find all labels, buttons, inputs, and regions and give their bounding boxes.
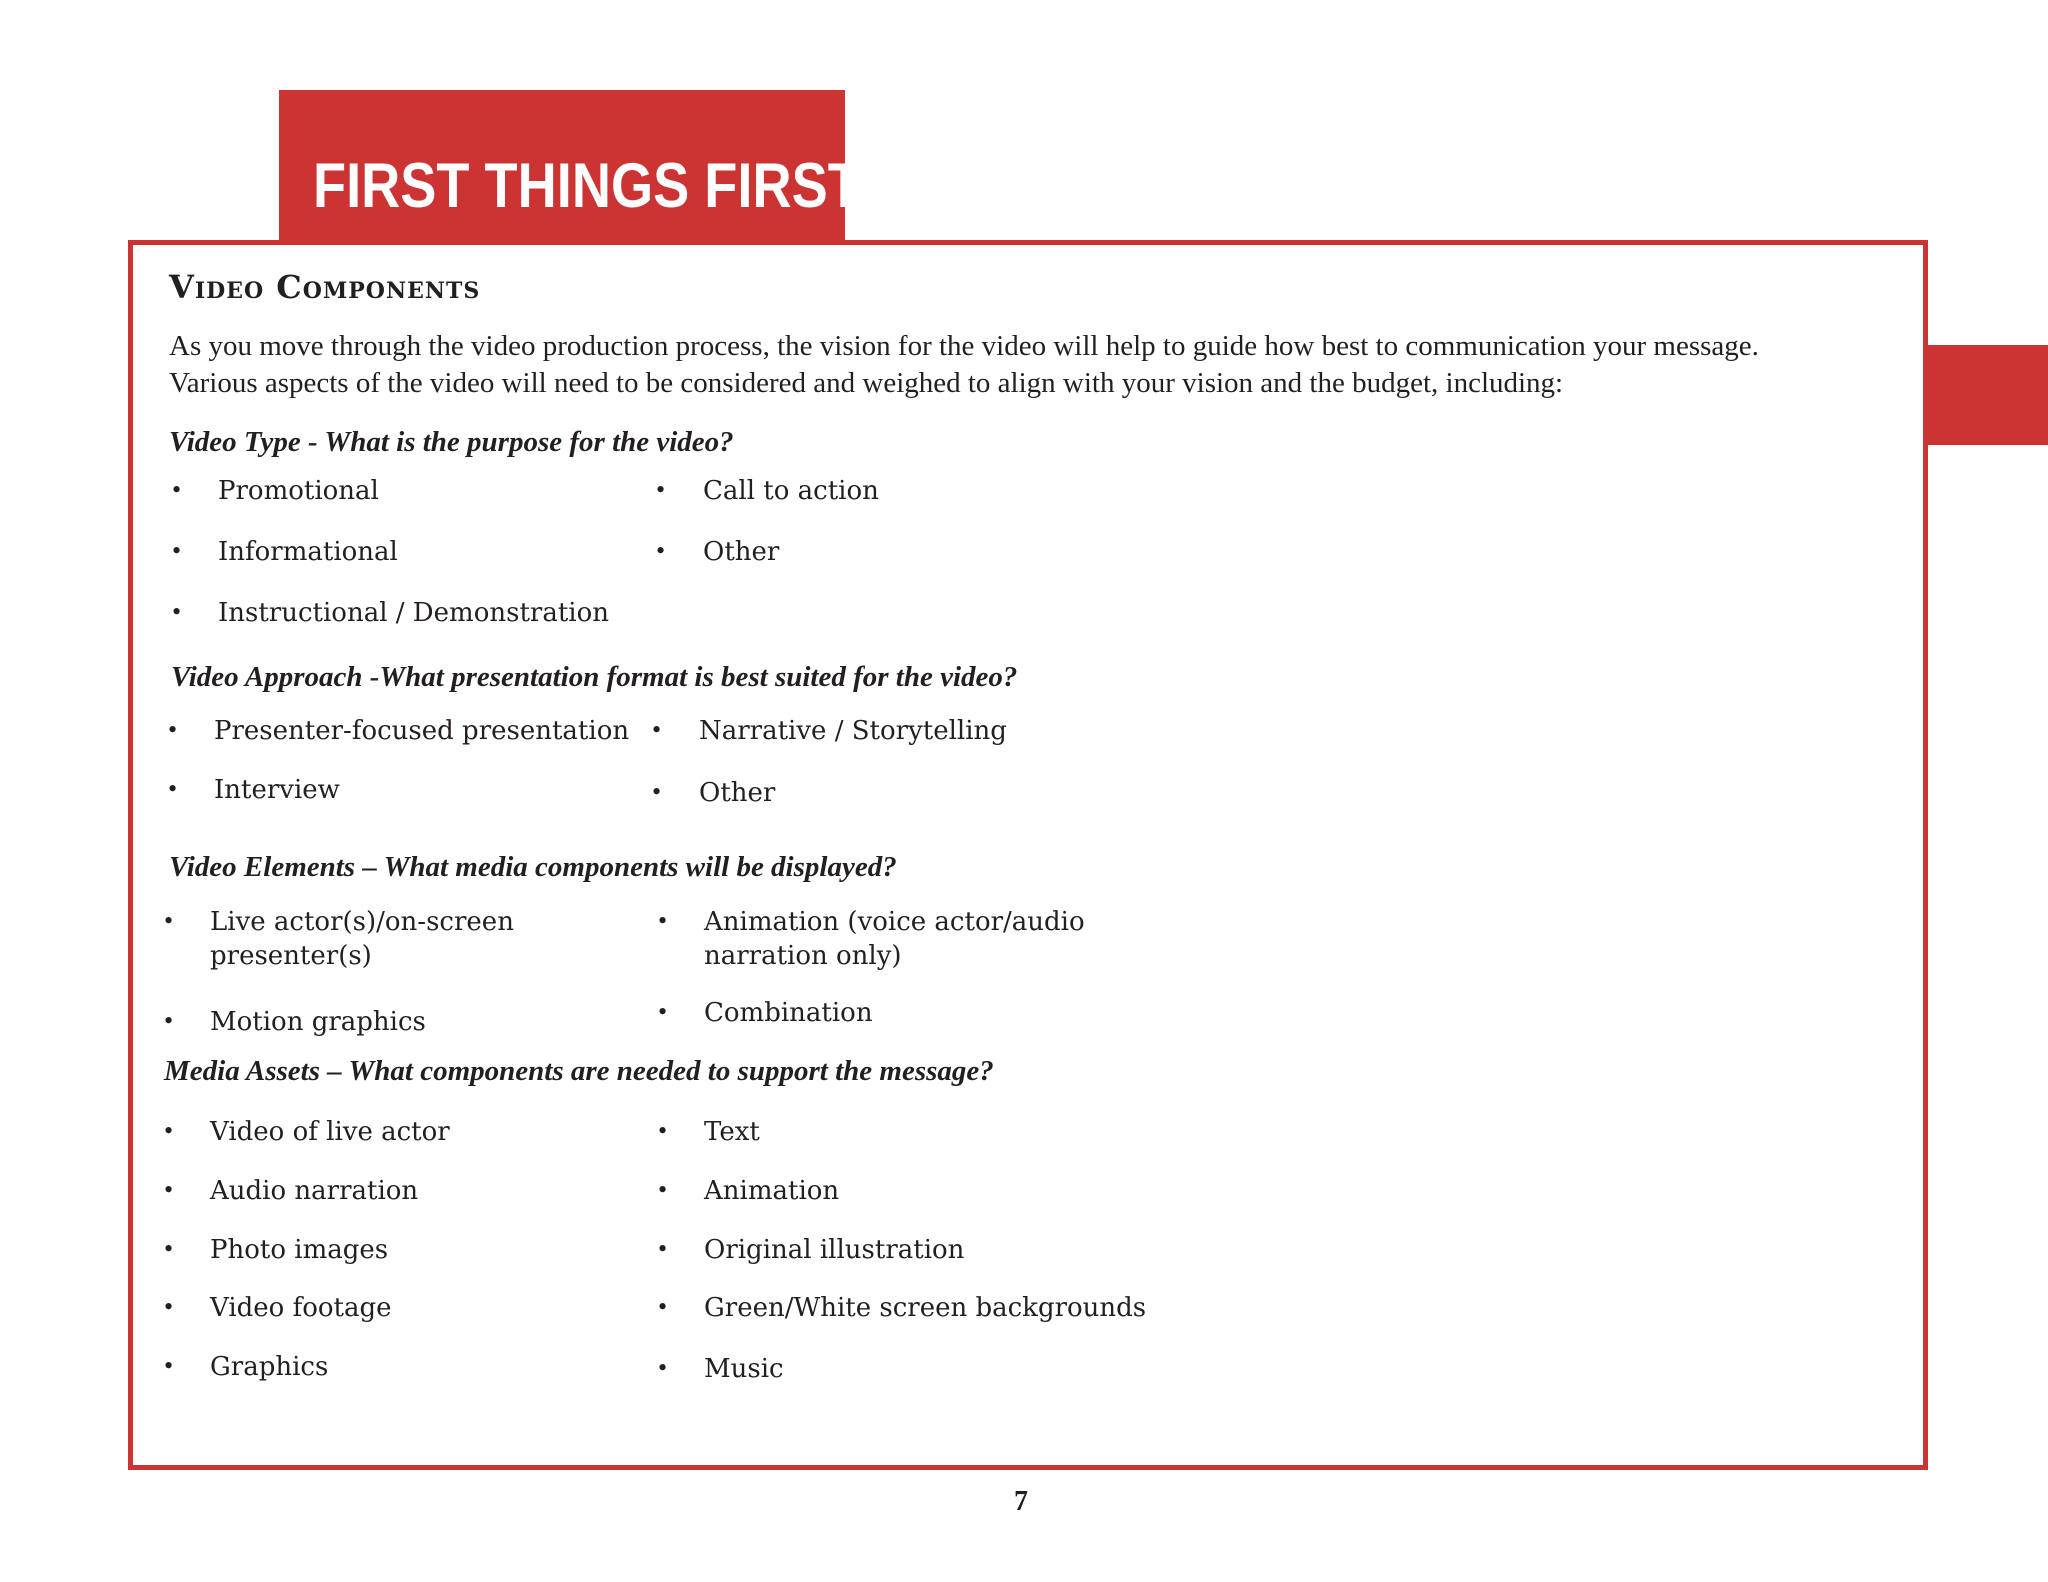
bullet-icon: • — [658, 1353, 668, 1382]
list-item-line: Animation (voice actor/audio — [704, 907, 1085, 937]
list-item — [704, 905, 1085, 973]
bullet-icon: • — [658, 906, 668, 935]
page-number: 7 — [1014, 1486, 1028, 1517]
bullet-icon: • — [656, 475, 666, 504]
list-item: Video of live actor — [210, 1117, 450, 1147]
bullet-icon: • — [658, 1234, 668, 1263]
list-item: Informational — [218, 537, 398, 567]
bullet-icon: • — [172, 475, 182, 504]
bullet-icon: • — [658, 1292, 668, 1321]
side-tab-decoration — [1926, 345, 2048, 445]
list-item: Music — [704, 1354, 784, 1384]
intro-paragraph — [169, 328, 1759, 402]
list-item: Presenter-focused presentation — [214, 716, 630, 746]
list-item: Photo images — [210, 1235, 389, 1265]
bullet-icon: • — [172, 536, 182, 565]
bullet-icon: • — [164, 906, 174, 935]
video-approach-question: Video Approach -What presentation format is best suited for the video? — [171, 661, 1018, 693]
list-item: Combination — [704, 998, 873, 1028]
video-elements-question: Video Elements – What media components will be displayed? — [169, 851, 897, 883]
list-item-line: narration only) — [704, 941, 902, 971]
list-item: Audio narration — [210, 1176, 419, 1206]
bullet-icon: • — [658, 1116, 668, 1145]
list-item: Text — [704, 1117, 760, 1147]
list-item-line: presenter(s) — [210, 941, 372, 971]
page-title: FIRST THINGS FIRST — [313, 151, 861, 221]
title-tab — [279, 90, 861, 245]
intro-line-2: Various aspects of the video will need to be considered and weighed to align with your vision and the budget, including: — [169, 367, 1564, 399]
bullet-icon: • — [652, 715, 662, 744]
intro-line-1: As you move through the video production process, the vision for the video will help to guide how best to communication your message. — [169, 330, 1759, 362]
list-item: Call to action — [703, 476, 879, 506]
bullet-icon: • — [164, 1116, 174, 1145]
bullet-icon: • — [656, 536, 666, 565]
list-item: Promotional — [218, 476, 379, 506]
bullet-icon: • — [164, 1234, 174, 1263]
bullet-icon: • — [658, 1175, 668, 1204]
list-item: Other — [703, 537, 780, 567]
video-type-question: Video Type - What is the purpose for the video? — [169, 426, 734, 458]
bullet-icon: • — [164, 1351, 174, 1380]
section-title: Video Components — [169, 268, 481, 306]
bullet-icon: • — [164, 1292, 174, 1321]
list-item: Green/White screen backgrounds — [704, 1293, 1147, 1323]
list-item: Other — [699, 778, 776, 808]
list-item-line: Live actor(s)/on-screen — [210, 907, 514, 937]
bullet-icon: • — [172, 597, 182, 626]
bullet-icon: • — [168, 774, 178, 803]
list-item — [210, 905, 514, 973]
list-item: Motion graphics — [210, 1007, 426, 1037]
list-item: Instructional / Demonstration — [218, 598, 609, 628]
list-item: Animation — [704, 1176, 840, 1206]
list-item: Original illustration — [704, 1235, 965, 1265]
bullet-icon: • — [164, 1006, 174, 1035]
bullet-icon: • — [164, 1175, 174, 1204]
list-item: Video footage — [210, 1293, 392, 1323]
list-item: Interview — [214, 775, 340, 805]
bullet-icon: • — [168, 715, 178, 744]
bullet-icon: • — [652, 777, 662, 806]
media-assets-question: Media Assets – What components are needed to support the message? — [164, 1055, 994, 1087]
list-item: Narrative / Storytelling — [699, 716, 1007, 746]
bullet-icon: • — [658, 997, 668, 1026]
list-item: Graphics — [210, 1352, 329, 1382]
